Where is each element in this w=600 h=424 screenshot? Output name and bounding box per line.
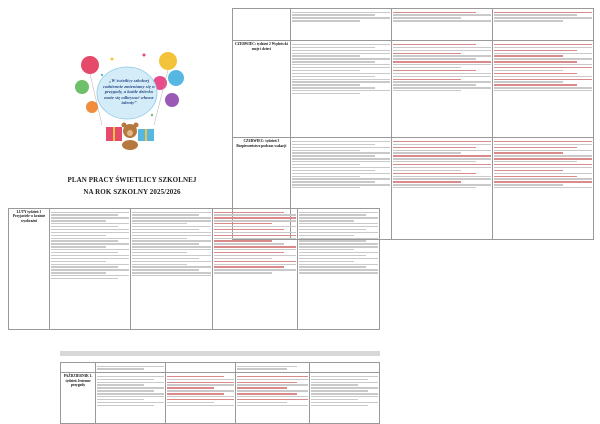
page-subtitle: NA ROK SZKOLNY 2025/2026 <box>83 188 181 196</box>
row3-label-cell: CZERWIEC: tydzień 3 Bezpieczeństwo podczas wakacji <box>233 138 291 240</box>
lower-label-cell: LUTY tydzień 1 Przyjaciele w krainie wyobraźni <box>9 209 50 330</box>
row1-label-cell <box>233 9 291 41</box>
top-plan-table <box>232 8 594 240</box>
page-separator <box>60 351 380 356</box>
page-title: PLAN PRACY ŚWIETLICY SZKOLNEJ <box>67 176 197 184</box>
lower-plan-table <box>8 208 380 330</box>
bottom-plan-table <box>60 362 380 424</box>
cover-quote: „W świetlicy szkolnej codziennie zmieniamy się w przygody, a każde dziecko może się odkrywać własne talenty” <box>102 78 156 106</box>
row2-label-cell: CZERWIEC: tydzień 2 Wędrówki moje i dzieci <box>233 41 291 138</box>
bottom-label-cell: PAŹDZIERNIK 1. tydzień Jesienne przygody <box>61 373 96 424</box>
